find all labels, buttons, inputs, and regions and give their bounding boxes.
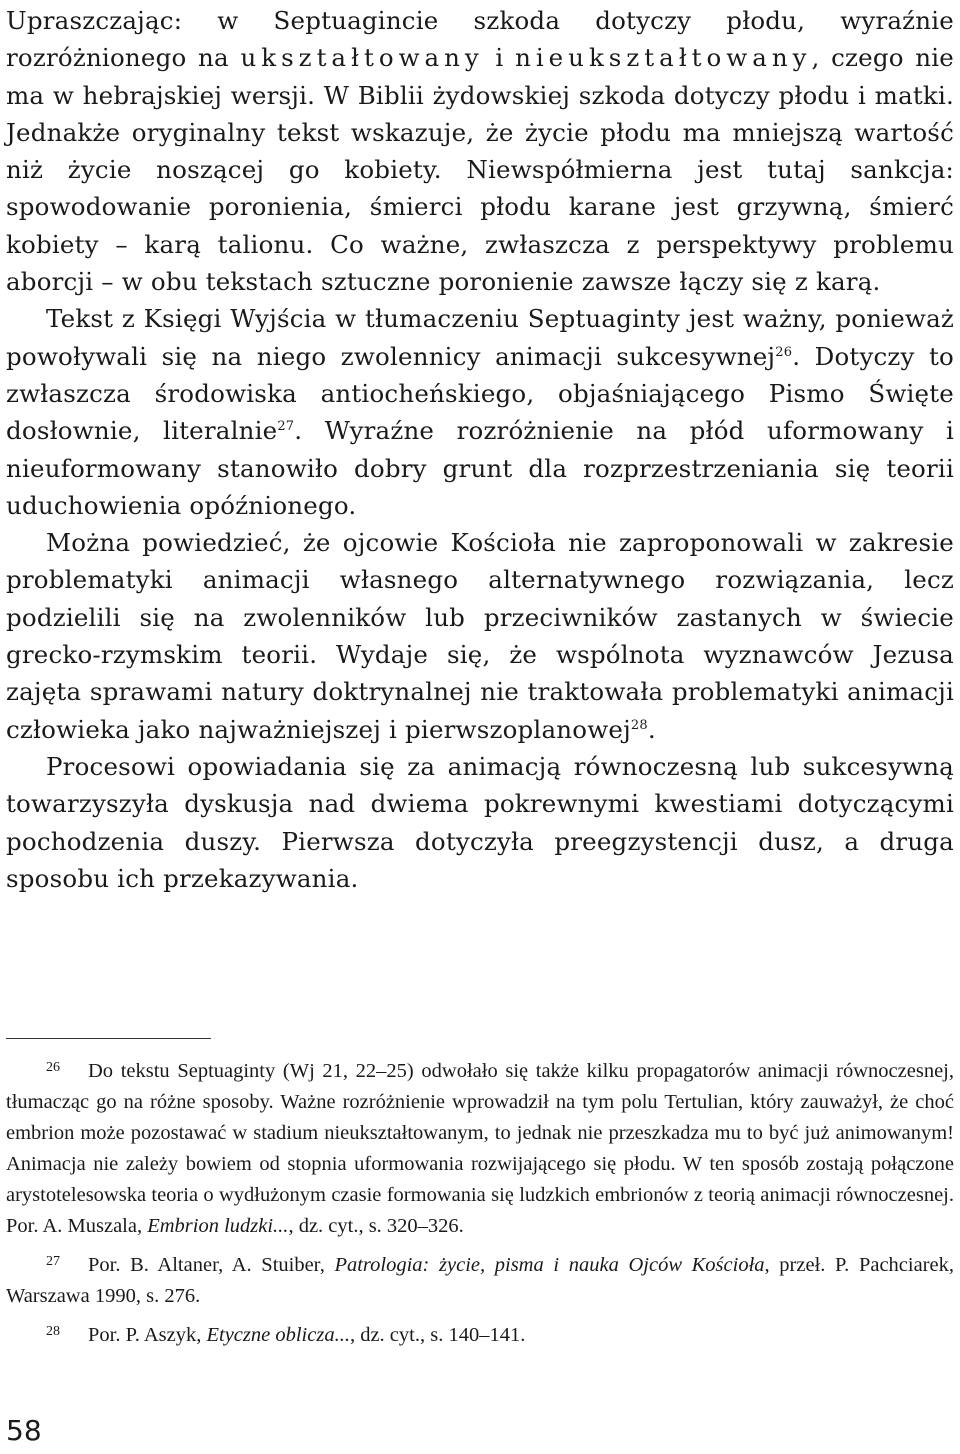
paragraph-text: Procesowi opowiadania się za animacją równoczesną lub sukcesywną towarzyszyła dyskusja nad dwiema pokrewnymi kwestiami dotyczącymi pochodzenia duszy. Pierwsza dotyczyła preegzystencji dusz, a druga sposobu ich przekazywania. (6, 751, 954, 893)
paragraph (6, 2, 954, 300)
paragraph-text: i (483, 43, 516, 73)
paragraph (6, 748, 954, 897)
footnote-reference[interactable]: 27 (277, 419, 295, 435)
paragraph-text: . Wyraźne rozróżnienie na płód uformowany i nieuformowany stanowiło dobry grunt dla rozprzestrzeniania się teorii uduchowienia opóźnionego. (6, 416, 954, 520)
footnote-separator (6, 1038, 211, 1039)
footnote (6, 1052, 954, 1242)
footnote (6, 1316, 954, 1351)
footnote-text: , dz. cyt., s. 140–141. (349, 1324, 526, 1346)
footnote-title: Embrion ludzki... (147, 1215, 289, 1237)
main-text (6, 0, 954, 897)
footnote-number: 27 (46, 1254, 60, 1269)
paragraph-text: Upraszczając: w Septuagincie szkoda dotyczy płodu, wyraźnie rozróżnionego na (6, 6, 954, 73)
paragraph-text: . (647, 714, 656, 744)
paragraph (6, 524, 954, 748)
footnote-text: , przeł. P. Pachciarek, Warszawa 1990, s. 276. (6, 1254, 954, 1307)
footnote-text: Por. P. Aszyk, (88, 1324, 207, 1346)
footnote-reference[interactable]: 28 (630, 717, 648, 733)
paragraph-text: Tekst z Księgi Wyjścia w tłumaczeniu Septuaginty jest ważny, ponieważ powoływali się na niego zwolennicy animacji sukcesywnej (6, 304, 954, 371)
footnote-title: Patrologia: życie, pisma i nauka Ojców Kościoła (334, 1254, 765, 1276)
footnote-title: Etyczne oblicza... (206, 1324, 350, 1346)
paragraph-text: Można powiedzieć, że ojcowie Kościoła nie zaproponowali w zakresie problematyki animacji własnego alternatywnego rozwiązania, lecz podzielili się na zwolenników lub przeciwników zastanych w świecie grecko-rzymskim teorii. Wydaje się, że wspólnota wyznawców Jezusa zajęta sprawami natury doktrynalnej nie traktowała problematyki animacji człowieka jako najważniejszej i pierwszoplanowej (6, 528, 954, 744)
footnote-number: 26 (46, 1060, 60, 1075)
footnote-text: Do tekstu Septuaginty (Wj 21, 22–25) odwołało się także kilku propagatorów animacji równoczesnej, tłumacząc go na różne sposoby. Ważne rozróżnienie wprowadził na tym polu Tertulian, który zauważył, że choć embrion może pozostawać w stadium nieukształtowanym, to jednak nie przeszkadza mu to być już animowanym! Animacja nie zależy bowiem od stopnia uformowania rozwijającego się płodu. W ten sposób zostają połączone arystotelesowska teoria o wydłużonym czasie formowania się ludzkich embrionów z teorią animacji równoczesnej. Por. A. Muszala, (6, 1060, 954, 1237)
page-body (6, 0, 954, 897)
paragraph (6, 300, 954, 524)
spaced-term: nieukształtowany (515, 43, 812, 73)
footnote (6, 1246, 954, 1312)
footnote-text: , dz. cyt., s. 320–326. (288, 1215, 464, 1237)
footnote-reference[interactable]: 26 (775, 344, 793, 360)
spaced-term: ukształtowany (240, 43, 484, 73)
page-number: 58 (6, 1414, 42, 1447)
footnotes (6, 1052, 954, 1351)
footnote-text: Por. B. Altaner, A. Stuiber, (88, 1254, 335, 1276)
paragraph-text: . Dotyczy to zwłaszcza środowiska antiocheńskiego, objaśniającego Pismo Święte dosłownie, literalnie (6, 341, 954, 446)
paragraph-text: , czego nie ma w hebrajskiej wersji. W Biblii żydowskiej szkoda dotyczy płodu i matki. Jednakże oryginalny tekst wskazuje, że życie płodu ma mniejszą wartość niż życie noszącej go kobiety. Niewspółmierna jest tutaj sankcja: spowodowanie poronienia, śmierci płodu karane jest grzywną, śmierć kobiety – karą talionu. Co ważne, zwłaszcza z perspektywy problemu aborcji – w obu tekstach sztuczne poronienie zawsze łączy się z karą. (6, 43, 954, 297)
footnote-number: 28 (46, 1324, 60, 1339)
